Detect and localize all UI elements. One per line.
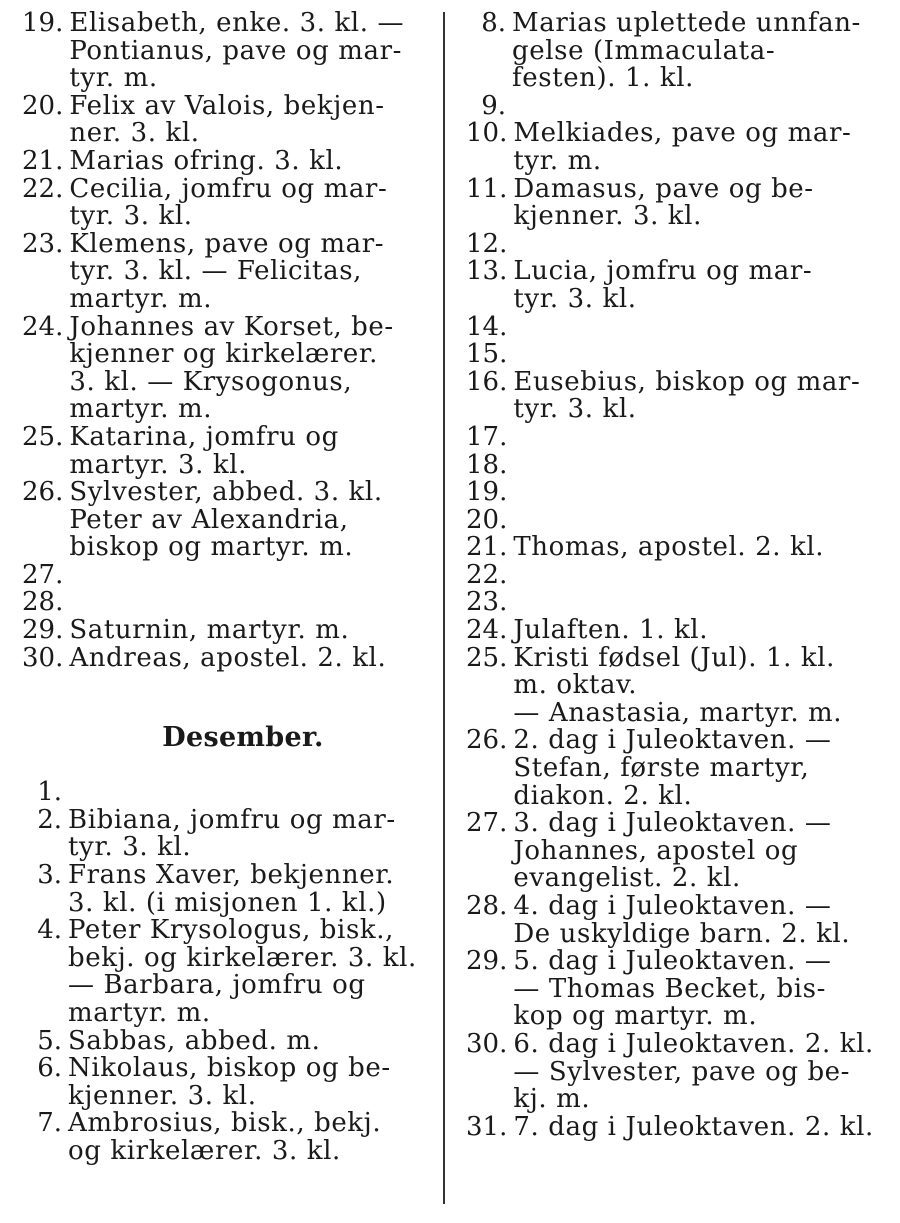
feast-line: Frans Xaver, bekjenner. bbox=[68, 860, 395, 891]
feast-line: Bibiana, jomfru og mar- bbox=[68, 804, 396, 835]
feast-line bbox=[513, 424, 878, 452]
calendar-entry bbox=[466, 559, 878, 590]
feast-text bbox=[513, 479, 878, 507]
feast-line: Saturnin, martyr. m. bbox=[69, 615, 350, 646]
feast-text bbox=[513, 1028, 878, 1115]
feast-text bbox=[69, 642, 424, 673]
feast-line: diakon. 2. kl. bbox=[513, 780, 693, 811]
day-number: 26. bbox=[22, 477, 64, 508]
feast-line: tyr. 3. kl. bbox=[513, 394, 637, 425]
feast-line: 2. dag i Juleoktaven. — bbox=[513, 725, 832, 756]
calendar-entry bbox=[22, 1055, 424, 1110]
feast-text bbox=[513, 120, 878, 175]
day-number: 27. bbox=[22, 559, 64, 590]
calendar-entry bbox=[466, 311, 878, 342]
calendar-entry bbox=[22, 145, 424, 176]
feast-line: 3. dag i Juleoktaven. — bbox=[513, 808, 832, 839]
day-number: 21. bbox=[466, 532, 508, 563]
feast-line: 7. dag i Juleoktaven. 2. kl. bbox=[513, 1111, 874, 1142]
feast-line: martyr. m. bbox=[68, 998, 211, 1028]
feast-line: tyr. m. bbox=[69, 63, 158, 94]
feast-text bbox=[513, 231, 878, 259]
feast-line: Stefan, første martyr, bbox=[513, 753, 810, 784]
day-number: 10. bbox=[466, 118, 508, 149]
day-number: 19. bbox=[466, 477, 508, 508]
day-number: 1. bbox=[37, 777, 62, 808]
feast-line: tyr. 3. kl. — Felicitas, bbox=[69, 256, 363, 287]
feast-line: 5. dag i Juleoktaven. — bbox=[513, 946, 832, 977]
feast-line: kj. m. bbox=[513, 1084, 591, 1115]
calendar-entry bbox=[466, 341, 878, 369]
feast-line: 6. dag i Juleoktaven. 2. kl. bbox=[513, 1028, 874, 1059]
feast-line bbox=[513, 452, 878, 480]
calendar-entry bbox=[466, 1028, 878, 1115]
feast-line: — Sylvester, pave og be- bbox=[513, 1056, 851, 1087]
feast-text bbox=[513, 507, 878, 535]
day-number: 28. bbox=[466, 891, 508, 921]
day-number: 2. bbox=[37, 804, 62, 835]
feast-text bbox=[513, 424, 878, 452]
day-number: 7. bbox=[37, 1108, 62, 1139]
feast-text bbox=[513, 1111, 878, 1142]
feast-line: ner. 3. kl. bbox=[69, 118, 200, 149]
feast-line bbox=[513, 314, 878, 342]
day-number: 15. bbox=[466, 339, 508, 370]
calendar-entry bbox=[22, 804, 424, 863]
feast-line: Katarina, jomfru og bbox=[69, 421, 339, 452]
calendar-entry bbox=[466, 366, 878, 425]
feast-line: Peter av Alexandria, bbox=[69, 504, 349, 535]
feast-line bbox=[513, 341, 878, 369]
day-number: 23. bbox=[22, 228, 64, 259]
feast-text bbox=[69, 311, 424, 425]
feast-line: Elisabeth, enke. 3. kl. — bbox=[69, 8, 405, 38]
day-number: 3. bbox=[37, 860, 62, 891]
feast-text bbox=[513, 258, 878, 313]
calendar-entry bbox=[466, 228, 878, 259]
feast-line: gelse (Immaculata- bbox=[512, 35, 776, 66]
feast-text bbox=[69, 589, 424, 617]
feast-line: bekj. og kirkelærer. 3. kl. bbox=[68, 942, 417, 973]
day-number: 30. bbox=[22, 642, 64, 673]
feast-text bbox=[513, 948, 878, 1031]
calendar-entry bbox=[466, 1111, 878, 1142]
feast-text bbox=[69, 173, 424, 232]
feast-line: — Anastasia, martyr. m. bbox=[513, 697, 843, 728]
calendar-entry bbox=[466, 534, 878, 562]
day-number: 28. bbox=[22, 587, 64, 618]
calendar-entry bbox=[466, 421, 878, 452]
day-number: 22. bbox=[466, 559, 508, 590]
feast-line: tyr. m. bbox=[513, 145, 602, 176]
left-column bbox=[22, 10, 424, 1166]
right-column bbox=[466, 10, 878, 1141]
feast-line: Kristi fødsel (Jul). 1. kl. bbox=[513, 642, 836, 673]
calendar-entry bbox=[466, 173, 878, 232]
feast-text bbox=[513, 534, 878, 562]
day-number: 5. bbox=[37, 1025, 62, 1056]
calendar-entry bbox=[466, 727, 878, 810]
feast-line bbox=[513, 231, 878, 259]
feast-line: Damasus, pave og be- bbox=[513, 173, 814, 204]
feast-text bbox=[513, 642, 878, 728]
feast-text bbox=[512, 93, 878, 121]
calendar-entry bbox=[466, 642, 878, 728]
feast-line: Marias ofring. 3. kl. bbox=[69, 145, 344, 176]
feast-text bbox=[68, 779, 424, 807]
feast-text bbox=[68, 862, 424, 917]
feast-line: martyr. m. bbox=[69, 394, 213, 425]
feast-line: og kirkelærer. 3. kl. bbox=[68, 1135, 341, 1166]
feast-text bbox=[513, 452, 878, 480]
feast-text bbox=[513, 314, 878, 342]
day-number: 27. bbox=[466, 808, 508, 839]
feast-line bbox=[513, 507, 878, 535]
feast-line: kop og martyr. m. bbox=[513, 1001, 758, 1032]
day-number: 8. bbox=[481, 8, 506, 38]
feast-line bbox=[68, 779, 424, 807]
day-number: 13. bbox=[466, 256, 508, 287]
calendar-entry bbox=[22, 1110, 424, 1165]
feast-line: tyr. 3. kl. bbox=[69, 201, 193, 232]
feast-line: Klemens, pave og mar- bbox=[69, 228, 385, 259]
day-number: 16. bbox=[466, 366, 508, 397]
day-number: 29. bbox=[22, 615, 64, 646]
calendar-entry bbox=[22, 90, 424, 149]
feast-text bbox=[69, 617, 424, 645]
day-number: 21. bbox=[22, 145, 64, 176]
feast-line: Peter Krysologus, bisk., bbox=[68, 915, 394, 946]
feast-line bbox=[513, 589, 878, 617]
feast-text bbox=[513, 727, 878, 810]
calendar-entry bbox=[22, 642, 424, 673]
calendar-entry bbox=[466, 449, 878, 480]
day-number: 17. bbox=[466, 421, 508, 452]
day-number: 22. bbox=[22, 173, 64, 204]
feast-line: biskop og martyr. m. bbox=[69, 532, 354, 563]
day-number: 24. bbox=[466, 615, 508, 646]
feast-text bbox=[69, 145, 424, 176]
feast-line: Felix av Valois, bekjen- bbox=[69, 90, 385, 121]
calendar-entry bbox=[466, 589, 878, 617]
day-number: 23. bbox=[466, 587, 508, 618]
calendar-entry bbox=[22, 917, 424, 1027]
feast-text bbox=[513, 589, 878, 617]
calendar-entry bbox=[22, 311, 424, 425]
calendar-entry bbox=[466, 893, 878, 948]
feast-line: Julaften. 1. kl. bbox=[513, 615, 709, 646]
feast-line: Eusebius, biskop og mar- bbox=[513, 366, 861, 397]
feast-line: Pontianus, pave og mar- bbox=[69, 35, 403, 66]
feast-text bbox=[69, 10, 424, 93]
calendar-entry bbox=[466, 258, 878, 313]
calendar-entry bbox=[22, 779, 424, 807]
feast-line: Nikolaus, biskop og be- bbox=[68, 1053, 391, 1084]
calendar-entry bbox=[22, 862, 424, 917]
calendar-entry bbox=[22, 1025, 424, 1056]
feast-line: De uskyldige barn. 2. kl. bbox=[513, 918, 851, 949]
feast-line: 3. kl. — Krysogonus, bbox=[69, 366, 353, 397]
feast-text bbox=[512, 10, 878, 93]
calendar-entry bbox=[22, 559, 424, 590]
feast-line: martyr. m. bbox=[69, 283, 213, 314]
feast-line: Sylvester, abbed. 3. kl. bbox=[69, 477, 383, 508]
december-entries-continued bbox=[466, 10, 878, 1141]
feast-text bbox=[68, 1025, 424, 1056]
calendar-entry bbox=[466, 810, 878, 893]
day-number: 31. bbox=[466, 1111, 508, 1142]
feast-text bbox=[513, 617, 878, 645]
feast-text bbox=[513, 366, 878, 425]
feast-line: martyr. 3. kl. bbox=[69, 449, 247, 480]
calendar-entry bbox=[466, 617, 878, 645]
calendar-entry bbox=[22, 421, 424, 480]
feast-line: Johannes av Korset, be- bbox=[69, 311, 394, 342]
feast-line: kjenner. 3. kl. bbox=[513, 201, 702, 232]
november-entries bbox=[22, 10, 424, 672]
day-number: 25. bbox=[22, 421, 64, 452]
feast-text bbox=[513, 173, 878, 232]
feast-line: kjenner. 3. kl. bbox=[68, 1080, 257, 1111]
day-number: 25. bbox=[466, 642, 508, 673]
feast-text bbox=[68, 1110, 424, 1165]
feast-text bbox=[68, 917, 424, 1027]
day-number: 6. bbox=[37, 1053, 62, 1084]
feast-line: Marias uplettede unnfan- bbox=[512, 8, 861, 38]
day-number: 19. bbox=[22, 8, 64, 38]
feast-line: Cecilia, jomfru og mar- bbox=[69, 173, 388, 204]
day-number: 9. bbox=[481, 90, 506, 121]
day-number: 24. bbox=[22, 311, 64, 342]
calendar-entry bbox=[466, 479, 878, 507]
feast-line bbox=[512, 93, 878, 121]
feast-line: tyr. 3. kl. bbox=[513, 283, 637, 314]
day-number: 26. bbox=[466, 725, 508, 756]
calendar-entry bbox=[466, 948, 878, 1031]
day-number: 30. bbox=[466, 1028, 508, 1059]
feast-line: Lucia, jomfru og mar- bbox=[513, 256, 813, 287]
month-heading: Desember. bbox=[162, 722, 324, 754]
december-entries bbox=[22, 779, 424, 1165]
calendar-entry bbox=[466, 504, 878, 535]
day-number: 14. bbox=[466, 311, 508, 342]
feast-line bbox=[513, 562, 878, 590]
feast-line: Andreas, apostel. 2. kl. bbox=[69, 642, 387, 673]
calendar-entry bbox=[22, 10, 424, 93]
feast-line bbox=[69, 562, 424, 590]
feast-text bbox=[69, 228, 424, 314]
feast-line: Johannes, apostel og bbox=[513, 835, 799, 866]
calendar-entry bbox=[466, 90, 878, 121]
feast-text bbox=[69, 562, 424, 590]
feast-line: — Thomas Becket, bis- bbox=[513, 973, 826, 1004]
feast-line bbox=[69, 589, 424, 617]
feast-line: Melkiades, pave og mar- bbox=[513, 118, 852, 149]
day-number: 12. bbox=[466, 228, 508, 259]
feast-line: evangelist. 2. kl. bbox=[513, 863, 741, 894]
calendar-entry bbox=[466, 120, 878, 175]
feast-text bbox=[513, 562, 878, 590]
feast-text bbox=[68, 804, 424, 863]
day-number: 20. bbox=[22, 90, 64, 121]
feast-line: m. oktav. bbox=[513, 670, 638, 701]
feast-text bbox=[513, 341, 878, 369]
feast-line bbox=[513, 479, 878, 507]
calendar-entry bbox=[466, 10, 878, 93]
calendar-entry bbox=[22, 589, 424, 617]
feast-text bbox=[69, 90, 424, 149]
feast-text bbox=[69, 421, 424, 480]
feast-text bbox=[513, 810, 878, 893]
day-number: 4. bbox=[37, 915, 62, 946]
feast-line: Ambrosius, bisk., bekj. bbox=[68, 1108, 382, 1139]
day-number: 20. bbox=[466, 504, 508, 535]
feast-text bbox=[513, 893, 878, 948]
feast-line: Sabbas, abbed. m. bbox=[68, 1025, 321, 1056]
day-number: 29. bbox=[466, 946, 508, 977]
feast-text bbox=[68, 1055, 424, 1110]
calendar-entry bbox=[22, 228, 424, 314]
feast-line: 3. kl. (i misjonen 1. kl.) bbox=[68, 887, 387, 918]
feast-line: — Barbara, jomfru og bbox=[68, 970, 366, 1001]
feast-line: festen). 1. kl. bbox=[512, 63, 695, 94]
day-number: 18. bbox=[466, 449, 508, 480]
feast-line: kjenner og kirkelærer. bbox=[69, 339, 378, 370]
calendar-entry bbox=[22, 479, 424, 562]
calendar-entry bbox=[22, 173, 424, 232]
day-number: 11. bbox=[466, 173, 508, 204]
feast-text bbox=[69, 479, 424, 562]
feast-line: Thomas, apostel. 2. kl. bbox=[513, 532, 825, 563]
feast-line: tyr. 3. kl. bbox=[68, 832, 192, 863]
calendar-entry bbox=[22, 617, 424, 645]
column-divider bbox=[443, 12, 445, 1204]
feast-line: 4. dag i Juleoktaven. — bbox=[513, 891, 832, 921]
